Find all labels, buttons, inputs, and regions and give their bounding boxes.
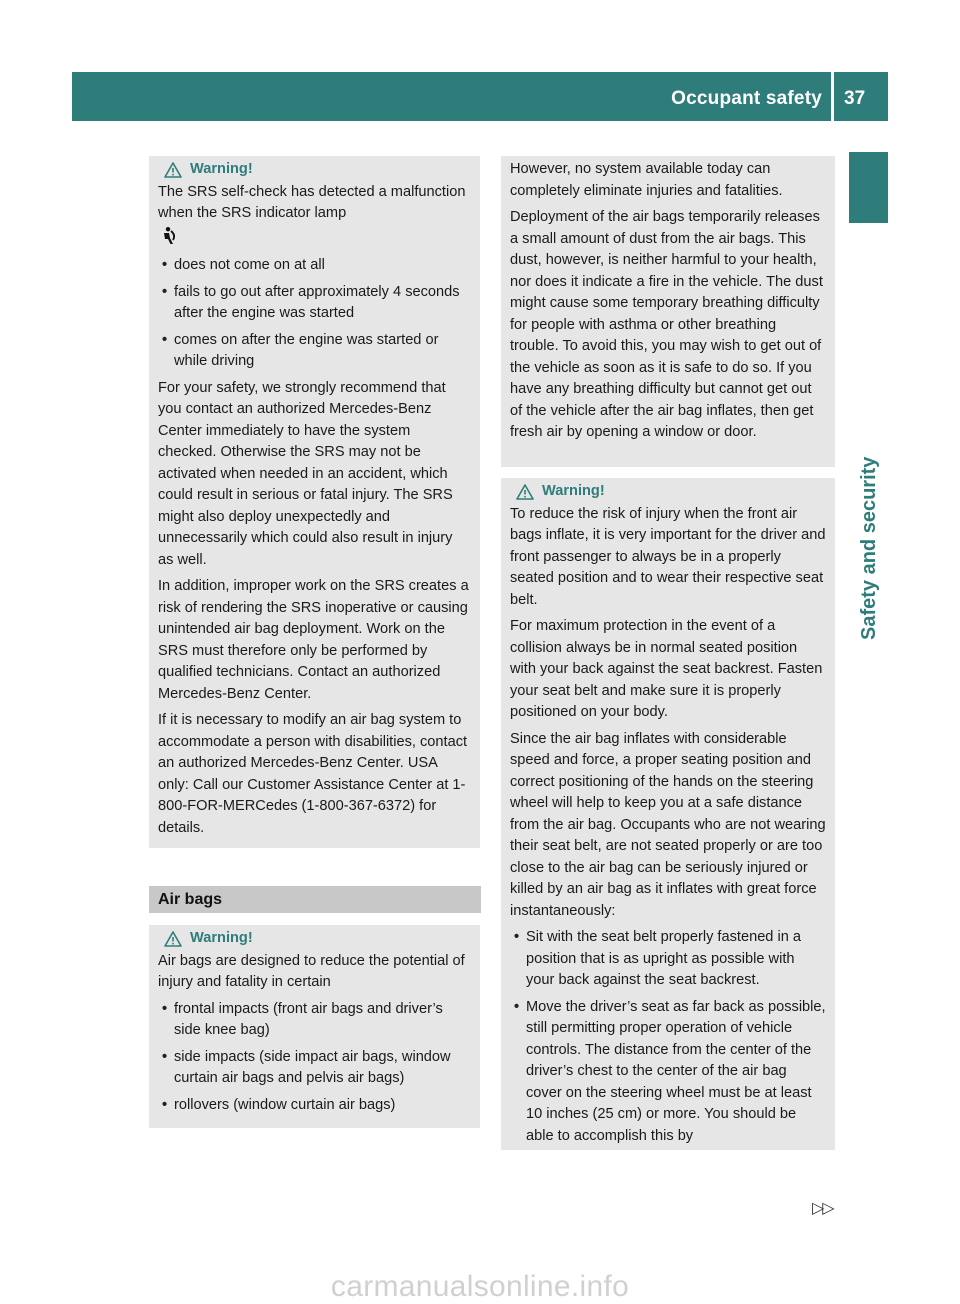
list-item: • fails to go out after approximately 4 seconds after the engine was started: [158, 282, 471, 325]
paragraph: In addition, improper work on the SRS creates a risk of rendering the SRS inoperative or causing unintended air bag deployment. Work on the SRS must therefore only be performed by qualified technicians. Contact an authorized Mercedes-Benz Center.: [158, 578, 469, 702]
warning-heading: Warning!: [158, 159, 471, 181]
paragraph: However, no system available today can completely eliminate injuries and fatalities.: [510, 161, 783, 199]
chapter-tab: [849, 152, 888, 223]
list-item: • Move the driver’s seat as far back as possible, still permitting proper operation of vehicle controls. The distance from the center of the driver’s chest to the center of the air bag cover on the steering wheel must be at least 10 inches (25 cm) or more. You should be able to accomplish this by: [510, 997, 826, 1148]
warning-triangle-icon: [164, 162, 182, 178]
list-item: • frontal impacts (front air bags and driver’s side knee bag): [158, 999, 471, 1042]
list-item: • rollovers (window curtain air bags): [158, 1095, 471, 1117]
list-item: • side impacts (side impact air bags, window curtain air bags and pelvis air bags): [158, 1047, 471, 1090]
watermark: carmanualsonline.info: [330, 1270, 630, 1303]
paragraph: Deployment of the air bags temporarily releases a small amount of dust from the air bags. This dust, however, is neither harmful to your health, nor does it indicate a fire in the vehicle. The dust might cause some temporary breathing difficulty for people with asthma or other breathing trouble. To avoid this, you may wish to get out of the vehicle as soon as it is safe to do so. If you have any breathing difficulty but cannot get out of the vehicle after the air bag inflates, then get fresh air by opening a window or door.: [510, 209, 823, 440]
warning-triangle-icon: [164, 931, 182, 947]
warning-intro: The SRS self-check has detected a malfunction when the SRS indicator lamp: [158, 183, 466, 221]
continued-arrow-icon: ▷▷: [812, 1200, 833, 1217]
warning-intro: Air bags are designed to reduce the potential of injury and fatality in certain: [158, 952, 465, 990]
list-item: • comes on after the engine was started or while driving: [158, 330, 471, 373]
paragraph: To reduce the risk of injury when the front air bags inflate, it is very important for the driver and front passenger to always be in a properly seated position and to wear their respective seat belt.: [510, 505, 826, 608]
seating-position-warning-box: [501, 478, 835, 1150]
list-item: • Sit with the seat belt properly fastened in a position that is as upright as possible with your back against the seat backrest.: [510, 927, 826, 992]
section-heading-air-bags: Air bags: [149, 886, 481, 913]
air-bag-dust-info-box: [501, 156, 835, 467]
srs-malfunction-warning-box: [149, 156, 480, 848]
air-bag-impact-list: [158, 999, 471, 1117]
paragraph: If it is necessary to modify an air bag system to accommodate a person with disabilities, contact an authorized Mercedes-Benz Center. USA only: Call our Customer Assistance Center at 1-800-FOR-MERCedes (1-800-367-6372) for details.: [158, 712, 468, 836]
paragraph: For maximum protection in the event of a collision always be in normal seated position with your back against the seat backrest. Fasten your seat belt and make sure it is properly positioned on your body.: [510, 618, 823, 720]
page-title: Occupant safety: [671, 88, 822, 109]
air-bags-warning-box: [149, 925, 480, 1128]
list-item: • does not come on at all: [158, 255, 471, 277]
header-divider: [831, 72, 834, 121]
srs-indicator-icon: [158, 226, 471, 252]
paragraph: Since the air bag inflates with considerable speed and force, a proper seating position and correct positioning of the hands on the steering wheel will help to keep you at a safe distance from the air bag. Occupants who are not wearing their seat belt, are not seated properly or are too close to the air bag can be seriously injured or killed by an air bag as it inflates with great force instantaneously:: [510, 730, 826, 919]
srs-malfunction-list: [158, 255, 471, 373]
warning-triangle-icon: [516, 484, 534, 500]
warning-heading: Warning!: [158, 928, 471, 950]
warning-heading: Warning!: [510, 481, 826, 503]
seating-instructions-list: [510, 927, 826, 1147]
page-number: 37: [844, 88, 866, 109]
paragraph: For your safety, we strongly recommend that you contact an authorized Mercedes-Benz Center immediately to have the system checked. Otherwise the SRS may not be activated when needed in an accident, which could result in serious or fatal injury. The SRS might also deploy unexpectedly and unnecessarily which could also result in injury as well.: [158, 379, 453, 568]
